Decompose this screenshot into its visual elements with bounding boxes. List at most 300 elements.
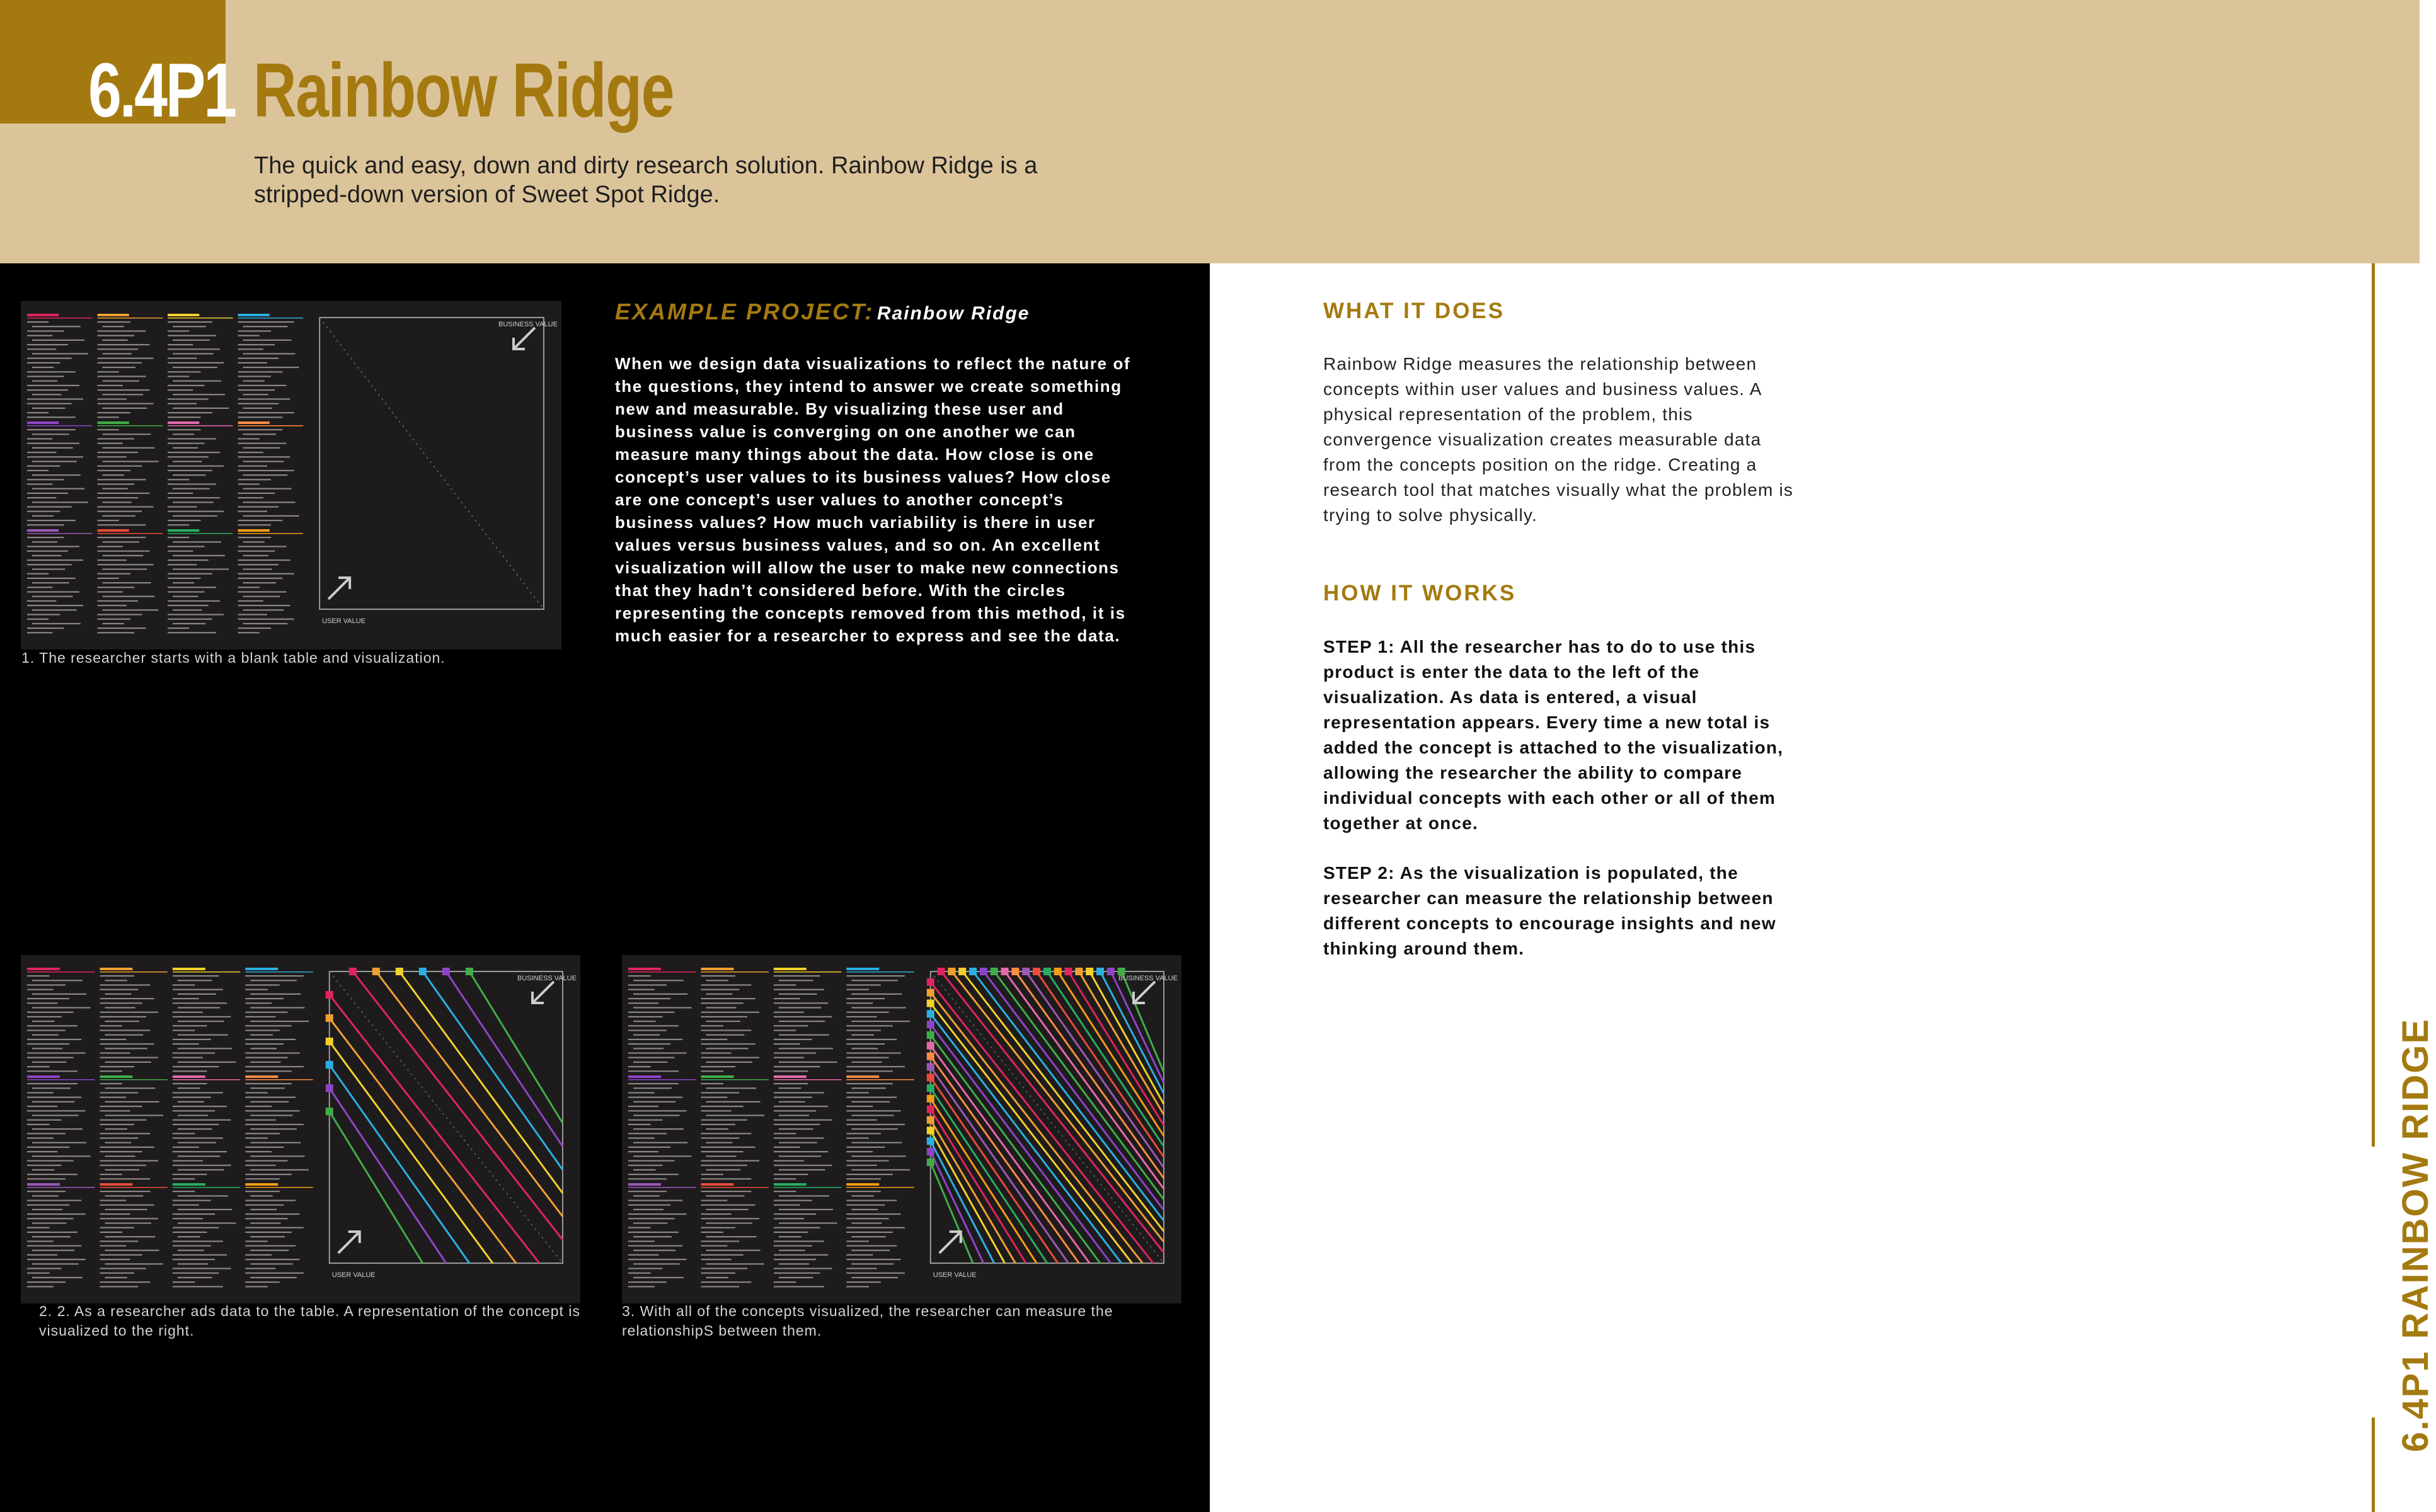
table-text-line — [105, 980, 127, 981]
side-label: 6.4P1 RAINBOW RIDGE — [2395, 1018, 2436, 1452]
table-text-line — [774, 1286, 824, 1287]
table-text-line — [774, 1200, 812, 1201]
ridge-diagonal — [330, 971, 563, 1263]
figure-1-caption: 1. The researcher starts with a blank table and visualization. — [21, 650, 445, 666]
table-text-line — [628, 1029, 667, 1031]
table-text-line — [245, 1254, 272, 1256]
table-text-line — [168, 429, 200, 430]
table-header-rule — [628, 971, 696, 973]
table-text-line — [105, 1195, 143, 1196]
table-text-line — [27, 389, 68, 391]
table-header-rule — [774, 1187, 841, 1188]
table-text-line — [32, 1222, 67, 1223]
table-text-line — [173, 1133, 195, 1134]
table-text-line — [701, 1191, 751, 1192]
table-text-line — [706, 1128, 728, 1130]
table-text-line — [846, 1281, 881, 1283]
table-text-line — [103, 515, 135, 517]
table-text-line — [851, 1155, 905, 1157]
table-text-line — [628, 1097, 682, 1098]
table-text-line — [27, 1133, 66, 1134]
table-text-line — [98, 416, 119, 418]
table-text-line — [633, 1209, 664, 1210]
table-text-line — [98, 587, 135, 588]
table-text-line — [168, 632, 216, 633]
table-text-line — [243, 501, 296, 503]
table-text-line — [173, 596, 198, 597]
table-text-line — [173, 381, 221, 382]
table-text-line — [628, 1245, 682, 1246]
table-text-line — [98, 483, 135, 484]
table-text-line — [98, 348, 139, 350]
table-text-line — [27, 984, 66, 985]
table-text-line — [238, 600, 263, 602]
table-header-rule — [846, 971, 914, 973]
table-text-line — [27, 1039, 81, 1040]
table-text-line — [245, 1025, 292, 1026]
table-text-line — [98, 493, 150, 494]
table-text-line — [774, 989, 824, 990]
table-text-line — [706, 1263, 764, 1264]
table-text-line — [245, 1052, 299, 1053]
table-text-line — [98, 335, 135, 336]
table-text-line — [173, 1200, 211, 1201]
table-text-line — [105, 994, 131, 995]
table-header-rule — [168, 318, 233, 319]
concept-line — [376, 971, 563, 1217]
table-text-line — [27, 573, 49, 575]
table-text-line — [173, 408, 229, 409]
table-text-line — [774, 1232, 808, 1233]
table-text-line — [100, 1110, 130, 1111]
table-text-line — [774, 1137, 824, 1138]
table-text-line — [32, 394, 61, 395]
table-text-line — [628, 984, 667, 985]
table-text-line — [774, 1165, 832, 1166]
table-text-line — [27, 452, 56, 453]
table-text-line — [238, 591, 287, 592]
figure-2-caption: 2. 2. As a researcher ads data to the table. A representation of the concept is visualized to the right. — [39, 1303, 580, 1339]
concept-marker — [938, 968, 945, 975]
table-text-line — [633, 1128, 684, 1130]
table-text-line — [100, 1120, 146, 1121]
table-text-line — [32, 609, 77, 610]
concept-marker — [1086, 968, 1093, 975]
table-text-line — [173, 1174, 207, 1175]
table-text-line — [238, 321, 294, 323]
table-text-line — [245, 1259, 299, 1260]
table-text-line — [243, 474, 288, 476]
table-text-line — [103, 447, 155, 449]
table-text-line — [701, 1240, 739, 1242]
table-text-line — [27, 1120, 62, 1121]
table-header-mark — [628, 1183, 661, 1186]
table-text-line — [100, 984, 150, 985]
table-text-line — [846, 1124, 905, 1125]
table-text-line — [628, 1016, 663, 1017]
table-text-line — [250, 1222, 280, 1223]
table-text-line — [846, 1268, 876, 1269]
table-text-line — [173, 1205, 199, 1206]
table-text-line — [27, 520, 76, 521]
table-text-line — [32, 381, 57, 382]
table-text-line — [27, 506, 72, 507]
table-text-line — [706, 1087, 756, 1089]
table-text-line — [27, 1137, 54, 1138]
table-text-line — [173, 609, 202, 610]
concept-marker — [326, 1038, 333, 1045]
table-text-line — [100, 1029, 150, 1031]
table-text-line — [774, 1245, 812, 1246]
table-text-line — [774, 1012, 804, 1013]
arrow-icon — [338, 1232, 360, 1253]
concept-marker — [1054, 968, 1062, 975]
table-text-line — [701, 1070, 723, 1072]
figure-3-screenshot — [622, 955, 1181, 1303]
figure-2-screenshot — [21, 955, 580, 1303]
page-number: 6.4P1 — [88, 47, 236, 133]
table-text-line — [633, 1101, 675, 1102]
table-text-line — [178, 1087, 200, 1089]
table-text-line — [706, 1277, 728, 1278]
table-text-line — [98, 385, 123, 386]
table-text-line — [851, 1034, 874, 1036]
concept-marker — [927, 1126, 934, 1134]
table-text-line — [173, 1259, 215, 1260]
table-text-line — [168, 362, 224, 364]
table-text-line — [168, 371, 200, 372]
table-text-line — [774, 1039, 812, 1040]
table-text-line — [633, 1034, 660, 1036]
table-text-line — [628, 1083, 679, 1084]
table-header-rule — [100, 1079, 167, 1080]
table-text-line — [98, 429, 119, 430]
table-text-line — [27, 998, 69, 999]
table-text-line — [245, 1012, 287, 1013]
table-text-line — [100, 1016, 146, 1017]
table-text-line — [846, 1286, 869, 1287]
table-text-line — [27, 385, 79, 386]
table-text-line — [178, 1007, 220, 1008]
table-header-rule — [245, 1187, 313, 1188]
table-text-line — [250, 1087, 285, 1089]
table-text-line — [27, 1218, 74, 1219]
table-text-line — [846, 1245, 897, 1246]
table-text-line — [628, 1002, 658, 1004]
table-text-line — [178, 1021, 224, 1022]
example-body: When we design data visualizations to reflect the nature of the questions, they intend to answer we create something new and measurable. By visualizing these user and business value is converging on one another we can measure many things about the data. How close is one concept’s user values to its business values? How close are one concept’s user values to another concept’s business values? How much variability is there in user values versus business values, and so on. An excellent visualization will allow the user to make new connections that they hadn’t considered before. With the circles representing the concepts removed from this method, it is much easier for a researcher to express and see the data. — [615, 354, 1131, 645]
table-text-line — [238, 537, 271, 538]
table-text-line — [173, 1213, 215, 1215]
table-text-line — [633, 1142, 687, 1143]
table-text-line — [245, 1066, 304, 1067]
table-text-line — [245, 1205, 284, 1206]
table-text-line — [779, 1034, 829, 1036]
table-text-line — [628, 1092, 655, 1093]
table-text-line — [851, 1142, 902, 1143]
table-text-line — [168, 551, 193, 552]
table-text-line — [628, 1147, 670, 1148]
table-header-mark — [245, 1183, 278, 1186]
table-header-mark — [168, 529, 199, 532]
table-text-line — [32, 1007, 91, 1008]
table-text-line — [168, 627, 189, 629]
table-text-line — [168, 591, 205, 592]
table-text-line — [105, 1034, 143, 1036]
table-text-line — [105, 1062, 151, 1063]
table-text-line — [250, 1048, 277, 1049]
table-text-line — [628, 1124, 651, 1125]
table-text-line — [32, 340, 84, 341]
table-text-line — [32, 623, 81, 624]
table-text-line — [846, 1205, 885, 1206]
table-text-line — [628, 1151, 658, 1152]
table-header-mark — [628, 1075, 661, 1078]
table-text-line — [168, 614, 224, 615]
table-text-line — [173, 975, 219, 976]
table-text-line — [27, 362, 60, 364]
table-text-line — [103, 433, 151, 435]
table-text-line — [100, 1160, 158, 1161]
table-text-line — [846, 1200, 897, 1201]
table-text-line — [27, 493, 68, 494]
concept-marker — [1011, 968, 1019, 975]
table-text-line — [701, 1245, 727, 1246]
table-text-line — [851, 1048, 878, 1049]
table-header-mark — [238, 314, 270, 316]
table-text-line — [701, 1124, 735, 1125]
table-text-line — [250, 994, 301, 995]
table-text-line — [238, 371, 283, 372]
concept-line — [931, 1162, 973, 1263]
table-text-line — [846, 1120, 876, 1121]
table-text-line — [173, 1043, 199, 1045]
concept-marker — [927, 1137, 934, 1145]
table-text-line — [846, 1039, 897, 1040]
table-header-rule — [27, 425, 93, 427]
table-text-line — [250, 1142, 301, 1143]
table-text-line — [27, 1254, 57, 1256]
table-text-line — [27, 564, 72, 565]
table-text-line — [32, 1034, 59, 1036]
table-text-line — [846, 989, 869, 990]
table-text-line — [846, 1029, 881, 1031]
table-text-line — [98, 600, 139, 602]
table-text-line — [628, 1160, 675, 1161]
table-text-line — [100, 1052, 130, 1053]
table-text-line — [846, 1151, 873, 1152]
table-text-line — [774, 1106, 828, 1107]
table-text-line — [27, 1174, 78, 1175]
table-text-line — [27, 412, 49, 413]
table-text-line — [168, 389, 193, 391]
table-text-line — [32, 1114, 79, 1116]
table-text-line — [105, 1169, 139, 1171]
table-text-line — [105, 1263, 163, 1264]
axis-x-label: USER VALUE — [331, 1271, 376, 1279]
table-text-line — [774, 1268, 832, 1269]
table-text-line — [846, 1083, 893, 1084]
table-text-line — [701, 1066, 735, 1067]
table-text-line — [628, 1218, 675, 1219]
table-text-line — [105, 1021, 139, 1022]
table-text-line — [98, 591, 123, 592]
table-text-line — [100, 989, 138, 990]
table-text-line — [98, 632, 135, 633]
table-text-line — [245, 1097, 296, 1098]
concept-marker — [927, 1106, 934, 1113]
table-text-line — [168, 321, 212, 323]
table-header-mark — [701, 1183, 733, 1186]
table-text-line — [774, 1110, 816, 1111]
table-header-rule — [168, 533, 233, 534]
table-text-line — [32, 461, 77, 462]
table-text-line — [238, 524, 271, 525]
table-text-line — [168, 546, 205, 547]
table-text-line — [701, 1092, 739, 1093]
table-text-line — [98, 564, 154, 565]
table-text-line — [27, 1232, 78, 1233]
table-text-line — [245, 1070, 292, 1072]
table-header-mark — [27, 968, 60, 970]
table-text-line — [173, 1083, 207, 1084]
table-text-line — [779, 1195, 829, 1196]
table-text-line — [27, 497, 56, 498]
table-text-line — [173, 623, 205, 624]
table-text-line — [32, 1155, 91, 1157]
table-text-line — [103, 609, 159, 610]
table-text-line — [173, 1052, 215, 1053]
table-text-line — [774, 1133, 796, 1134]
what-it-does-heading: WHAT IT DOES — [1323, 299, 1505, 323]
table-text-line — [173, 1273, 219, 1274]
table-text-line — [243, 515, 299, 517]
table-text-line — [173, 1151, 227, 1152]
table-text-line — [774, 1002, 828, 1004]
table-text-line — [173, 568, 229, 570]
table-text-line — [846, 1097, 897, 1098]
axis-y-label: BUSINESS VALUE — [498, 321, 558, 328]
table-text-line — [238, 520, 283, 521]
step-2-text: STEP 2: As the visualization is populated, the researcher can measure the relationship between different concepts to encourage insights and new thinking around them. — [1323, 863, 1776, 958]
table-text-line — [105, 1250, 159, 1251]
table-text-line — [851, 1236, 886, 1237]
table-text-line — [628, 1057, 675, 1058]
table-text-line — [851, 1263, 893, 1264]
table-text-line — [173, 1016, 231, 1017]
table-text-line — [98, 497, 139, 498]
table-text-line — [105, 1048, 147, 1049]
table-text-line — [98, 398, 127, 399]
table-text-line — [238, 470, 294, 471]
table-text-line — [103, 340, 128, 341]
table-text-line — [100, 1191, 150, 1192]
table-text-line — [168, 619, 212, 620]
table-text-line — [168, 466, 224, 467]
table-text-line — [245, 1227, 304, 1228]
table-text-line — [245, 1092, 268, 1093]
table-text-line — [173, 1147, 199, 1148]
table-text-line — [32, 326, 81, 327]
table-text-line — [178, 994, 216, 995]
table-header-mark — [628, 968, 661, 970]
table-text-line — [245, 1200, 296, 1201]
concept-marker — [326, 1084, 333, 1092]
table-text-line — [168, 524, 189, 525]
table-text-line — [27, 466, 60, 467]
table-text-line — [168, 398, 209, 399]
concept-marker — [927, 1021, 934, 1028]
table-text-line — [27, 416, 76, 418]
table-text-line — [238, 412, 294, 413]
table-text-line — [173, 367, 217, 368]
table-text-line — [173, 984, 195, 985]
table-text-line — [701, 1106, 743, 1107]
table-text-line — [168, 348, 220, 350]
table-text-line — [105, 1222, 151, 1223]
table-text-line — [633, 1277, 684, 1278]
table-text-line — [701, 1016, 747, 1017]
table-text-line — [628, 998, 670, 999]
table-text-line — [168, 452, 220, 453]
table-text-line — [103, 623, 124, 624]
table-text-line — [178, 1101, 204, 1102]
table-text-line — [32, 1277, 83, 1278]
table-text-line — [32, 1169, 55, 1171]
table-text-line — [628, 1178, 667, 1179]
table-text-line — [100, 1240, 138, 1242]
table-text-line — [245, 1268, 275, 1269]
table-text-line — [628, 1165, 663, 1166]
table-text-line — [774, 1147, 800, 1148]
table-text-line — [178, 1195, 228, 1196]
table-text-line — [27, 358, 72, 359]
table-text-line — [628, 1200, 682, 1201]
axis-y-label: BUSINESS VALUE — [1118, 975, 1178, 982]
table-text-line — [168, 497, 220, 498]
table-text-line — [774, 1160, 804, 1161]
table-text-line — [27, 483, 52, 484]
table-text-line — [774, 1120, 832, 1121]
table-text-line — [168, 470, 212, 471]
table-text-line — [851, 1169, 910, 1171]
concept-marker — [927, 1053, 934, 1060]
table-text-line — [173, 1110, 215, 1111]
table-text-line — [628, 1052, 687, 1053]
table-text-line — [701, 1218, 759, 1219]
table-text-line — [27, 335, 52, 336]
concept-marker — [1043, 968, 1051, 975]
table-text-line — [846, 1016, 876, 1017]
table-text-line — [168, 456, 209, 457]
table-text-line — [779, 1222, 837, 1223]
table-header-mark — [238, 421, 270, 424]
table-text-line — [27, 1213, 86, 1215]
table-text-line — [633, 1169, 656, 1171]
table-text-line — [173, 1120, 231, 1121]
table-header-mark — [100, 1183, 132, 1186]
table-text-line — [27, 479, 64, 480]
table-text-line — [100, 1124, 134, 1125]
table-text-line — [98, 511, 142, 512]
table-text-line — [173, 1254, 227, 1256]
table-header-rule — [168, 425, 233, 427]
table-text-line — [173, 340, 210, 341]
table-text-line — [98, 321, 130, 323]
table-text-line — [27, 1200, 81, 1201]
table-text-line — [851, 980, 898, 981]
table-text-line — [706, 1034, 744, 1036]
